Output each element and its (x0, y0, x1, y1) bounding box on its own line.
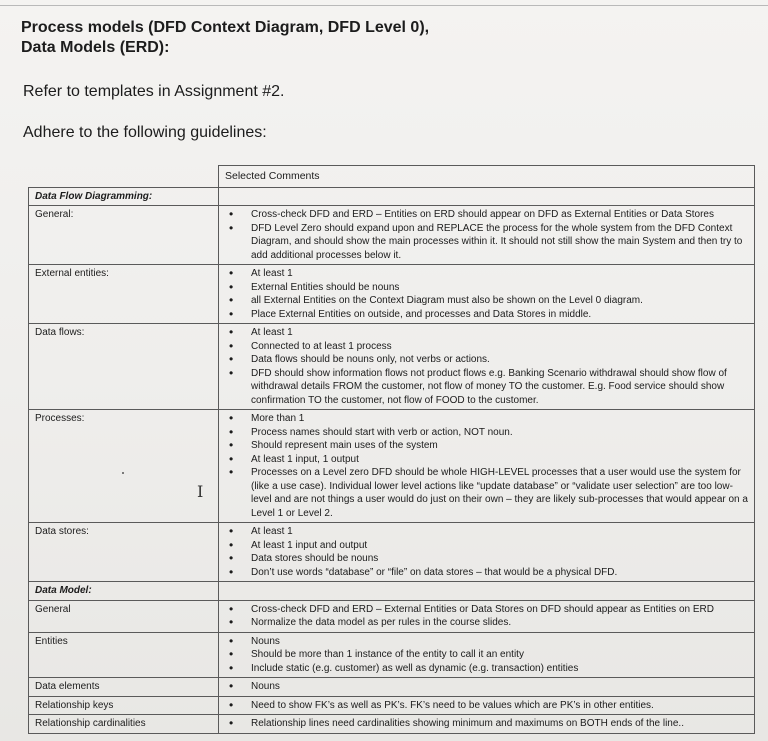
stray-dot (122, 472, 124, 474)
text-cursor-icon: I (197, 482, 204, 501)
section-dfd: Data Flow Diagramming: (29, 187, 219, 206)
title-line-1: Process models (DFD Context Diagram, DFD Level 0), (21, 19, 430, 36)
row-items-data-elements (219, 678, 755, 697)
row-label-data-stores: Data stores: (29, 523, 219, 582)
title-line-2: Data Models (ERD): (21, 39, 170, 56)
row-items-external-entities (219, 265, 755, 324)
guidelines-table (28, 165, 755, 734)
adhere-text: Adhere to the following guidelines: (23, 124, 267, 141)
list-item: • External Entities should be nouns (225, 281, 748, 295)
section-data-model-empty (219, 582, 755, 601)
list-item: • Process names should start with verb or action, NOT noun. (225, 426, 748, 440)
list-item: • At least 1 (225, 525, 748, 539)
row-label-data-flows: Data flows: (29, 324, 219, 410)
section-dfd-empty (219, 187, 755, 206)
list-item: • More than 1 (225, 412, 748, 426)
header-empty-cell (29, 166, 219, 188)
row-label-relationship-cardinalities: Relationship cardinalities (29, 715, 219, 734)
list-item: • Cross-check DFD and ERD – External Entities or Data Stores on DFD should appear as Entities on ERD (225, 603, 748, 617)
row-label-general: General: (29, 206, 219, 265)
row-items-data-stores (219, 523, 755, 582)
list-item: • At least 1 (225, 326, 748, 340)
list-item: • Processes on a Level zero DFD should be whole HIGH-LEVEL processes that a user would use the system for (like a use case). Individual lower level actions like “update database” or “validate user selection” are too low-level and are not things a user would do just on their own – they are likely sub-processes that would appear on a Level 1 or Level 2. (225, 466, 748, 520)
list-item: • Place External Entities on outside, and processes and Data Stores in middle. (225, 308, 748, 322)
list-item: • DFD should show information flows not product flows e.g. Banking Scenario withdrawal should show flow of withdrawal details FROM the customer, not flow of money TO the customer. E.g. Food service should show confirmation TO the customer, not flow of FOOD to the customer. (225, 367, 748, 408)
row-items-dm-general (219, 600, 755, 632)
column-header: Selected Comments (219, 166, 755, 188)
section-data-model: Data Model: (29, 582, 219, 601)
list-item: • Nouns (225, 680, 748, 694)
list-item: • At least 1 input and output (225, 539, 748, 553)
row-label-dm-general: General (29, 600, 219, 632)
row-items-data-flows (219, 324, 755, 410)
list-item: • Cross-check DFD and ERD – Entities on ERD should appear on DFD as External Entities or Data Stores (225, 208, 748, 222)
list-item: • Should be more than 1 instance of the entity to call it an entity (225, 648, 748, 662)
list-item: • Connected to at least 1 process (225, 340, 748, 354)
list-item: • Should represent main uses of the system (225, 439, 748, 453)
row-items-general (219, 206, 755, 265)
list-item: • At least 1 (225, 267, 748, 281)
list-item: • all External Entities on the Context Diagram must also be shown on the Level 0 diagram. (225, 294, 748, 308)
row-label-external-entities: External entities: (29, 265, 219, 324)
page-title (21, 18, 429, 58)
list-item: • Need to show FK’s as well as PK’s. FK’s need to be values which are PK’s in other entities. (225, 699, 748, 713)
row-label-processes: Processes: (29, 410, 219, 523)
list-item: • Data flows should be nouns only, not verbs or actions. (225, 353, 748, 367)
list-item: • Normalize the data model as per rules in the course slides. (225, 616, 748, 630)
list-item: • Include static (e.g. customer) as well as dynamic (e.g. transaction) entities (225, 662, 748, 676)
list-item: • Relationship lines need cardinalities showing minimum and maximums on BOTH ends of the line.. (225, 717, 748, 731)
row-label-data-elements: Data elements (29, 678, 219, 697)
list-item: • Data stores should be nouns (225, 552, 748, 566)
list-item: • DFD Level Zero should expand upon and REPLACE the process for the whole system from the DFD Context Diagram, and should show the main processes within it. It should not still show the main System and then try to add additional processes below it. (225, 222, 748, 263)
row-items-relationship-keys (219, 696, 755, 715)
row-items-processes (219, 410, 755, 523)
list-item: • At least 1 input, 1 output (225, 453, 748, 467)
refer-text: Refer to templates in Assignment #2. (23, 83, 285, 100)
row-label-entities: Entities (29, 632, 219, 678)
row-items-entities (219, 632, 755, 678)
list-item: • Nouns (225, 635, 748, 649)
row-items-relationship-cardinalities (219, 715, 755, 734)
row-label-relationship-keys: Relationship keys (29, 696, 219, 715)
top-rule (0, 5, 768, 6)
list-item: • Don’t use words “database” or “file” on data stores – that would be a physical DFD. (225, 566, 748, 580)
